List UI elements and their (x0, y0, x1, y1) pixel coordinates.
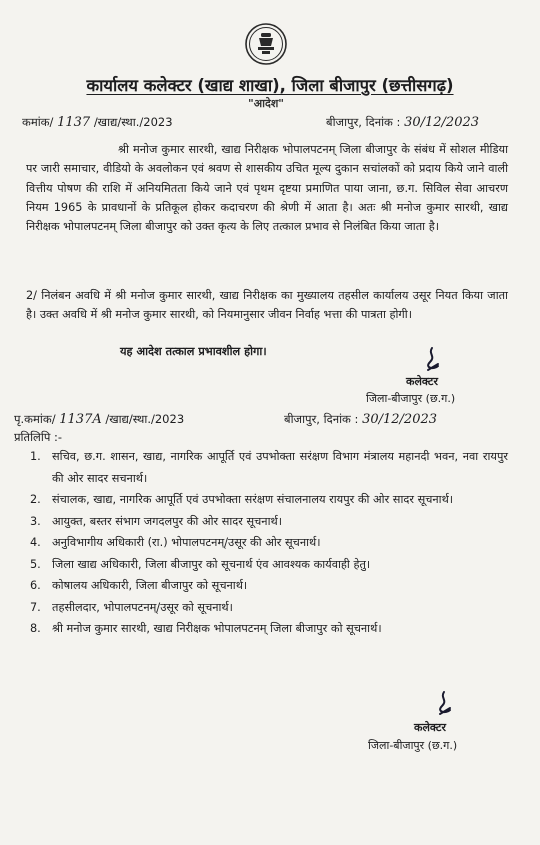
order-number: 1137 (57, 115, 91, 130)
order-reference (22, 115, 480, 130)
order-date: 30/12/2023 (404, 115, 480, 130)
copy-item (30, 597, 508, 619)
order-number-prefix: कमांक/ (22, 115, 54, 129)
copy-item-text: संचालक, खाद्य, नागरिक आपूर्ति एवं उपभोक्ता सरंक्षण संचालनालय रायपुर की ओर सादर सूचनार्थ। (52, 493, 454, 506)
order-heading: "आदेश" (248, 97, 285, 110)
copy-item-number: 5. (30, 557, 41, 571)
copy-item-number: 8. (30, 622, 41, 635)
copies-heading: प्रतिलिपि :- (14, 430, 63, 444)
copy-date-group (284, 412, 437, 427)
copy-item-text: सचिव, छ.ग. शासन, खाद्य, नागरिक आपूर्ति एवं उपभोक्ता सरंक्षण विभाग मंत्रालय महानदी भवन, नवा रायपुर की ओर सादर सचनार्थ। (52, 450, 508, 485)
copy-item-text: कोषालय अधिकारी, जिला बीजापुर को सूचनार्थ। (52, 579, 248, 592)
copy-item (30, 554, 508, 576)
copy-item (30, 575, 508, 597)
copy-number-prefix: पृ.कमांक/ (14, 412, 56, 426)
signature-1-icon (420, 346, 442, 376)
copy-item-text: अनुविभागीय अधिकारी (रा.) भोपालपटनम्/उसूर की ओर सूचनार्थ। (52, 536, 321, 549)
signature-2-district: जिला-बीजापुर (छ.ग.) (368, 739, 458, 752)
signature-2-designation: कलेक्टर (414, 721, 446, 734)
copy-item (30, 618, 508, 640)
copy-item-text: जिला खाद्य अधिकारी, जिला बीजापुर को सूचनार्थ एंव आवश्यक कार्यवाही हेतु। (52, 557, 371, 571)
copy-item-number: 2. (30, 493, 41, 506)
copy-item-text: आयुक्त, बस्तर संभाग जगदलपुर की ओर सादर सूचनार्थ। (52, 514, 282, 528)
copy-item-number: 1. (30, 450, 41, 463)
copy-item-number: 4. (30, 536, 41, 549)
copy-reference (14, 412, 438, 427)
office-title: कार्यालय कलेक्टर (खाद्य शाखा), जिला बीजापुर (छत्तीसगढ़) (86, 76, 454, 95)
copy-item (30, 532, 508, 554)
order-date-group (326, 115, 479, 130)
state-emblem-icon (244, 22, 288, 66)
copy-item (30, 511, 508, 533)
copy-item (30, 489, 508, 511)
order-paragraph-1: श्री मनोज कुमार सारथी, खाद्य निरीक्षक भोपालपटनम् जिला बीजापुर के संबंध में सोशल मीडिया पर जारी समाचार, वीडियो के अवलोकन एवं श्रवण से शासकीय उचित मूल्य दुकान सचांलकों को प्रदाय किये जाने वाली वित्तीय पोषण की राशि में अनियमितता किये जाने एवं पृथम दृष्टया प्रमाणित पाया जाना, छ.ग. सिविल सेवा आचरण नियम 1965 के प्रावधानों के प्रतिकूल होकर कदाचरण की श्रेणी में आता है। अतः श्री मनोज कुमार सारथी, खाद्य निरीक्षक भोपालपटनम् जिला बीजापुर को उक्त कृत्य के लिए तत्काल प्रभाव से निलंबित किया जाता है। (26, 143, 508, 234)
order-number-suffix: /खाद्य/स्था./2023 (93, 115, 173, 129)
copy-item-text: तहसीलदार, भोपालपटनम्/उसूर को सूचनार्थ। (52, 600, 233, 614)
signature-2-icon (432, 690, 454, 720)
copy-number-suffix: /खाद्य/स्था./2023 (105, 412, 185, 426)
copy-item-number: 6. (30, 579, 41, 592)
signature-1-district: जिला-बीजापुर (छ.ग.) (366, 392, 456, 405)
copy-date: 30/12/2023 (362, 412, 438, 427)
copies-list (30, 446, 508, 640)
order-effective-line: यह आदेश तत्काल प्रभावशील होगा। (120, 345, 267, 358)
copy-item-number: 7. (30, 600, 41, 614)
copy-number: 1137A (59, 412, 102, 427)
copy-item-text: श्री मनोज कुमार सारथी, खाद्य निरीक्षक भोपालपटनम् जिला बीजापुर को सूचनार्थ। (52, 622, 382, 635)
copy-item (30, 446, 508, 489)
order-paragraph-2: 2/ निलंबन अवधि में श्री मनोज कुमार सारथी, खाद्य निरीक्षक का मुख्यालय तहसील कार्यालय उसूर नियत किया जाता है। उक्त अवधि में श्री मनोज कुमार सारथी, को नियमानुसार जीवन निर्वाह भत्ता की पात्रता होगी। (26, 289, 508, 322)
place-date-label: बीजापुर, दिनांक : (326, 115, 401, 129)
copy-item-number: 3. (30, 514, 41, 528)
copy-place-date-label: बीजापुर, दिनांक : (284, 412, 359, 426)
signature-1-designation: कलेक्टर (406, 375, 438, 388)
